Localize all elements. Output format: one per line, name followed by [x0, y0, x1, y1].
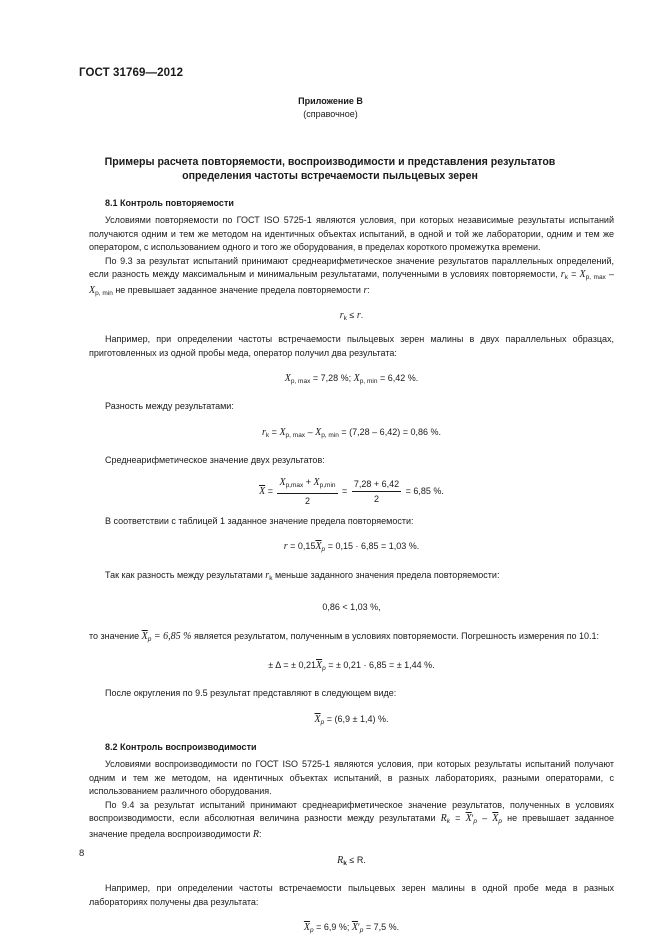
- paragraph-text: является результатом, полученным в условиях повторяемости. Погрешность измерения по 10.1:: [194, 631, 600, 642]
- equation-text: = 0,15: [290, 541, 316, 552]
- equation-difference: $r_k = X_{p, max} - X_{p, min} = (7,28 - 6,42) = 0,86$ %.: [262, 426, 441, 439]
- equation-text: = 0,15 · 6,85 = 1,03 %.: [327, 541, 420, 552]
- document-code: ГОСТ 31769—2012: [79, 67, 184, 79]
- equation-Rk-le-R: $R_k \le R$.: [337, 854, 366, 867]
- section-8-2-heading: 8.2 Контроль воспроизводимости: [105, 741, 257, 752]
- section-8-1-paragraph-7: Так как разность между результатами $r_k$ меньше заданного значения предела повторяемости:: [105, 569, 500, 582]
- equation-text: = 7,28 %;: [312, 373, 352, 384]
- paragraph-text: По 9.4 за результат испытаний принимают среднеарифметическое значение результатов, полученных в условиях воспроизводимости, если абсолютная величина разности между результатами: [89, 799, 614, 823]
- paragraph-text: Так как разность между результатами: [105, 569, 263, 580]
- equation-comparison: 0,86 < 1,03 %,: [322, 601, 381, 612]
- paragraph-text: По 9.3 за результат испытаний принимают среднеарифметическое значение результатов параллельных определений, если разность между максимальным и минимальным результатами, полученными в условиях повторяемости,: [89, 255, 614, 280]
- section-8-2-paragraph-2: По 9.4 за результат испытаний принимают среднеарифметическое значение результатов, полученных в условиях воспроизводимости, если абсолютная величина разности между результатами $R_k = \overline{X}'_p - \overline{X}_p$ не превышает заданное значение предела воспроизводимости R:: [89, 799, 614, 841]
- equation-text: = 6,85 %.: [405, 485, 444, 496]
- section-8-2-paragraph-3: Например, при определении частоты встречаемости пыльцевых зерен малины в одной пробе меда в разных лабораториях получены два результата:: [89, 883, 614, 907]
- section-8-1-heading: 8.1 Контроль повторяемости: [105, 198, 234, 208]
- paragraph-text: меньше заданного значения предела повторяемости:: [274, 569, 500, 580]
- equation-text: = ± 0,21: [283, 659, 316, 670]
- section-8-1-paragraph-1: Условиями повторяемости по ГОСТ ISO 5725-1 являются условия, при которых независимые результаты испытаний получаются одним и тем же методом на идентичных объектах испытаний, в одной и той же лаборатории, одним и тем же оператором, с использованием одного и того же оборудования, в пределах короткого промежутка времени.: [89, 215, 614, 253]
- appendix-heading: [0, 95, 661, 121]
- page-number: 8: [79, 848, 85, 859]
- equation-results: $X_{p, max} = 7,28$ %; $X_{p, min} = 6,42$ %.: [284, 373, 419, 386]
- section-8-1-paragraph-2: По 9.3 за результат испытаний принимают среднеарифметическое значение результатов параллельных определений, если разность между максимальным и минимальным результатами, полученными в условиях повторяемости, $r_k = X_{p, max} - X_{p, min}$ не превышает заданное значение предела повторяемости r:: [89, 255, 614, 298]
- section-8-1-paragraph-8: то значение $\overline{X}_p = 6,85$ % является результатом, полученным в условиях повторяемости. Погрешность измерения по 10.1:: [89, 631, 600, 644]
- section-8-1-paragraph-4: Разность между результатами:: [105, 401, 234, 412]
- equation-text: = (7,28 – 6,42) = 0,86 %.: [341, 426, 441, 437]
- section-8-1-paragraph-3: Например, при определении частоты встречаемости пыльцевых зерен малины в двух параллельных образцах, приготовленных из одной пробы меда, оператор получил два результата:: [89, 334, 614, 358]
- equation-text: = 7,5 %.: [365, 922, 400, 932]
- appendix-label: Приложение В: [298, 96, 363, 106]
- appendix-note: (справочное): [303, 109, 358, 119]
- section-8-1-paragraph-9: После округления по 9.5 результат представляют в следующем виде:: [105, 688, 397, 699]
- equation-text: = ± 0,21 · 6,85 = ± 1,44 %.: [328, 659, 435, 670]
- equation-text: = (6,9 ± 1,4) %.: [326, 713, 389, 724]
- equation-rk-le-r: $r_k \le r$.: [339, 309, 364, 322]
- equation-two-results: $\overline{X}_p = 6,9$ %; $\overline{X}'_p = 7,5$ %.: [303, 922, 400, 934]
- equation-error: ± Δ = ± $0,21\overline{X}_p$ = ± 0,21 · 6,85 = ± 1,44 %.: [268, 659, 435, 672]
- fraction-denominator: 2: [373, 493, 379, 504]
- equation-text: ≤ R.: [349, 854, 366, 865]
- fraction-mean-symbolic: $\frac{X_{p,max} + X_{p,min}}{2}$: [279, 476, 336, 506]
- paragraph-text-tail: не превышает заданное значение предела воспроизводимости: [89, 812, 614, 840]
- paragraph-text: то значение: [89, 631, 140, 642]
- equation-text: = 6,42 %.: [379, 373, 419, 384]
- document-body: [89, 197, 614, 937]
- paragraph-text: = 6,85 %: [153, 631, 192, 643]
- section-8-1-paragraph-6: В соответствии с таблицей 1 заданное значение предела повторяемости:: [105, 515, 414, 526]
- main-title: Примеры расчета повторяемости, воспроизводимости и представления результатов определения частоты встречаемости пыльцевых зерен: [104, 156, 556, 182]
- equation-final: $\overline{X}_p = (6,9 \pm 1,4)$ %.: [314, 713, 389, 726]
- section-8-2-paragraph-1: Условиями воспроизводимости по ГОСТ ISO 5725-1 являются условия, при которых результаты испытаний получают одним и тем же методом, на идентичных объектах испытаний, в разных лабораториях, разными операторами, с использованием различного оборудования.: [89, 759, 614, 797]
- equation-text: = 6,9 %;: [316, 922, 350, 932]
- equation-mean: $\overline{X}$ = $\frac{X_{p,max} + X_{p,min}}{2}$ = $\frac{7,28 + 6,42}{2}$ = 6,85 %.: [259, 476, 444, 506]
- fraction-numerator: 7,28 + 6,42: [352, 478, 401, 492]
- section-8-1-paragraph-5: Среднеарифметическое значение двух результатов:: [105, 455, 325, 466]
- equation-repeatability-limit: $r = 0,15\overline{X}_p = 0,15 \cdot 6,85 = 1,03$ %.: [283, 541, 420, 554]
- fraction-mean-numeric: [352, 478, 401, 505]
- paragraph-text-tail: не превышает заданное значение предела повторяемости: [115, 285, 361, 296]
